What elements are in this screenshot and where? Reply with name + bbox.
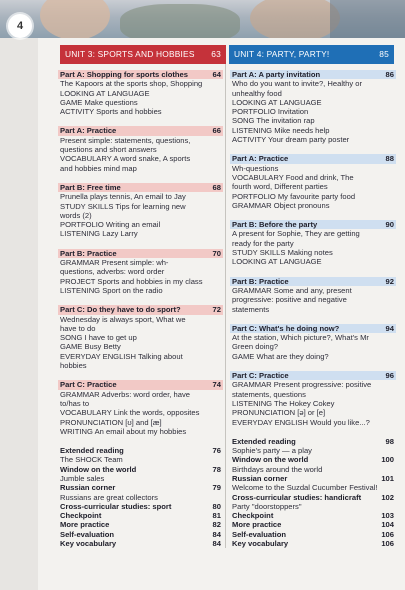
- section-line: Prunella plays tennis, An email to Jay: [60, 192, 186, 202]
- section-page: 96: [385, 371, 394, 381]
- section-line: PRONUNCIATION [ʊ] and [æ]: [60, 417, 162, 427]
- section-line: ready for the party: [232, 238, 294, 248]
- section-page: 64: [212, 70, 221, 79]
- section-line: GRAMMAR Object pronouns: [232, 200, 330, 210]
- unit-3-contents: [60, 64, 226, 548]
- section-title: Part C: What's he doing now?: [232, 323, 340, 333]
- section-heading: [58, 305, 223, 314]
- extra-title: Extended reading: [60, 446, 124, 456]
- extra-page: 98: [385, 436, 394, 446]
- section-line: have to do: [60, 323, 96, 333]
- extra-item: [60, 446, 221, 455]
- unit-4-page: 85: [379, 48, 389, 59]
- extra-item: [232, 520, 394, 529]
- extra-item: [60, 502, 221, 511]
- extra-page: 76: [212, 446, 221, 456]
- extra-page: 80: [212, 501, 221, 511]
- section-line: ACTIVITY Sports and hobbies: [60, 107, 162, 117]
- section-line: VOCABULARY Link the words, opposites: [60, 408, 200, 418]
- section-line: GAME Make questions: [60, 97, 138, 107]
- section-line: The Kapoors at the sports shop, Shopping: [60, 79, 203, 89]
- extra-page: 84: [212, 529, 221, 539]
- extra-title: Russian corner: [60, 483, 116, 493]
- contents-section: [232, 277, 394, 314]
- section-line: statements, questions: [232, 389, 306, 399]
- section-line: unhealthy food: [232, 88, 282, 98]
- extra-item: [60, 511, 221, 520]
- extra-item: [232, 530, 394, 539]
- section-page: 68: [212, 182, 221, 192]
- section-line: SONG I have to get up: [60, 333, 137, 343]
- extra-page: 101: [381, 473, 394, 483]
- section-line: A present for Sophie, They are getting: [232, 229, 360, 239]
- section-line: questions, adverbs: word order: [60, 267, 165, 277]
- extra-page: 84: [212, 539, 221, 549]
- extra-item: [60, 465, 221, 474]
- section-page: 66: [212, 126, 221, 136]
- contents-section: [232, 154, 394, 210]
- section-heading: [230, 154, 396, 163]
- extra-page: 78: [212, 464, 221, 474]
- extra-item: [60, 483, 221, 492]
- extra-title: Key vocabulary: [232, 539, 289, 549]
- contents-section: [232, 324, 394, 361]
- section-line: LISTENING Mike needs help: [232, 125, 330, 135]
- extra-subtitle: Welcome to the Suzdal Cucumber Festival!: [232, 483, 378, 493]
- section-line: PRONUNCIATION [ə] or [e]: [232, 408, 326, 418]
- unit-3-column: [60, 45, 226, 548]
- section-heading: [230, 324, 396, 333]
- extra-title: Russian corner: [232, 473, 288, 483]
- section-line: GRAMMAR Present simple: wh-: [60, 258, 169, 268]
- section-line: STUDY SKILLS Making notes: [232, 248, 333, 258]
- extra-title: More practice: [232, 520, 282, 530]
- section-line: LOOKING AT LANGUAGE: [60, 88, 150, 98]
- section-page: 74: [212, 380, 221, 390]
- contents-section: [60, 305, 221, 370]
- extra-page: 104: [381, 520, 394, 530]
- section-line: STUDY SKILLS Tips for learning new: [60, 201, 186, 211]
- section-line: Green doing?: [232, 342, 279, 352]
- contents-section: [60, 249, 221, 295]
- section-heading: [230, 220, 396, 229]
- extra-subtitle: Jumble sales: [60, 473, 105, 483]
- section-line: VOCABULARY A word snake, A sports: [60, 154, 191, 164]
- section-line: LISTENING Lazy Larry: [60, 229, 138, 239]
- section-line: At the station, Which picture?, What's Mr: [232, 333, 369, 343]
- extra-page: 103: [381, 511, 394, 521]
- extras-section: [60, 446, 221, 548]
- section-page: 90: [385, 220, 394, 230]
- contents-section: [60, 380, 221, 436]
- extra-page: 100: [381, 455, 394, 465]
- section-line: LISTENING Sport on the radio: [60, 285, 163, 295]
- unit-3-header: [60, 45, 226, 64]
- section-line: Present simple: statements, questions,: [60, 135, 191, 145]
- section-title: Part B: Practice: [60, 248, 117, 258]
- unit-3-title: UNIT 3: SPORTS AND HOBBIES: [65, 48, 195, 59]
- extra-item: [60, 520, 221, 529]
- extra-subtitle: Birthdays around the world: [232, 464, 323, 474]
- section-heading: [230, 70, 396, 79]
- section-heading: [58, 126, 223, 135]
- section-line: statements: [232, 304, 270, 314]
- section-line: questions and short answers: [60, 145, 157, 155]
- section-line: LISTENING The Hokey Cokey: [232, 398, 335, 408]
- extra-page: 106: [381, 539, 394, 549]
- extra-item: [232, 455, 394, 464]
- section-line: PROJECT Sports and hobbies in my class: [60, 276, 203, 286]
- extra-item: [232, 539, 394, 548]
- extra-item: [232, 474, 394, 483]
- section-line: progressive: positive and negative: [232, 295, 347, 305]
- section-title: Part C: Do they have to do sport?: [60, 305, 181, 315]
- section-line: VOCABULARY Food and drink, The: [232, 172, 354, 182]
- section-line: GRAMMAR Adverbs: word order, have: [60, 389, 190, 399]
- section-title: Part A: Practice: [232, 154, 289, 164]
- contents-section: [60, 126, 221, 172]
- section-heading: [58, 70, 223, 79]
- extra-title: Checkpoint: [60, 511, 102, 521]
- extra-title: Cross-curricular studies: sport: [60, 501, 172, 511]
- contents-section: [60, 70, 221, 116]
- extra-subtitle: The SHOCK Team: [60, 455, 123, 465]
- unit-4-column: [229, 45, 394, 548]
- section-line: GRAMMAR Some and any, present: [232, 285, 352, 295]
- section-line: hobbies: [60, 361, 87, 371]
- extra-subtitle: Sophie's party — a play: [232, 446, 312, 456]
- section-line: Wednesday is always sport, What we: [60, 314, 186, 324]
- extra-title: More practice: [60, 520, 110, 530]
- extra-item: [60, 539, 221, 548]
- section-heading: [230, 371, 396, 380]
- section-heading: [58, 183, 223, 192]
- section-page: 70: [212, 248, 221, 258]
- extra-page: 102: [381, 492, 394, 502]
- section-line: and hobbies mind map: [60, 163, 137, 173]
- section-line: to/has to: [60, 398, 90, 408]
- extra-title: Self-evaluation: [232, 529, 287, 539]
- section-line: PORTFOLIO Invitation: [232, 107, 309, 117]
- extra-item: [232, 437, 394, 446]
- section-heading: [58, 249, 223, 258]
- section-line: EVERYDAY ENGLISH Talking about: [60, 351, 183, 361]
- unit-4-title: UNIT 4: PARTY, PARTY!: [234, 48, 330, 59]
- section-title: Part A: Practice: [60, 126, 117, 136]
- section-line: ACTIVITY Your dream party poster: [232, 135, 350, 145]
- section-title: Part B: Before the party: [232, 220, 318, 230]
- section-line: PORTFOLIO Writing an email: [60, 220, 161, 230]
- header-photo: [0, 0, 405, 38]
- extra-page: 79: [212, 483, 221, 493]
- extra-title: Extended reading: [232, 436, 296, 446]
- contents-section: [232, 371, 394, 427]
- section-page: 88: [385, 154, 394, 164]
- page-number: 4: [8, 14, 32, 38]
- section-line: GAME What are they doing?: [232, 351, 329, 361]
- extra-item: [232, 493, 394, 502]
- contents-section: [60, 183, 221, 239]
- section-title: Part C: Practice: [232, 371, 289, 381]
- section-title: Part B: Practice: [232, 276, 289, 286]
- section-page: 92: [385, 276, 394, 286]
- section-page: 86: [385, 70, 394, 79]
- section-page: 72: [212, 305, 221, 315]
- extras-section: [232, 437, 394, 549]
- section-line: WRITING An email about my hobbies: [60, 426, 187, 436]
- section-line: Who do you want to invite?, Healthy or: [232, 79, 363, 89]
- section-line: GRAMMAR Present progressive: positive: [232, 380, 372, 390]
- extra-subtitle: Party "doorstoppers": [232, 501, 302, 511]
- extra-page: 106: [381, 529, 394, 539]
- unit-3-page: 63: [211, 48, 221, 59]
- extra-title: Window on the world: [60, 464, 137, 474]
- extra-subtitle: Russians are great collectors: [60, 492, 158, 502]
- section-heading: [58, 380, 223, 389]
- section-line: LOOKING AT LANGUAGE: [232, 257, 322, 267]
- unit-4-header: [229, 45, 394, 64]
- contents-section: [232, 70, 394, 144]
- section-line: LOOKING AT LANGUAGE: [232, 97, 322, 107]
- extra-title: Window on the world: [232, 455, 309, 465]
- extra-title: Cross-curricular studies: handicraft: [232, 492, 362, 502]
- section-heading: [230, 277, 396, 286]
- extra-item: [232, 511, 394, 520]
- section-line: words (2): [60, 210, 92, 220]
- extra-page: 82: [212, 520, 221, 530]
- section-line: fourth word, Different parties: [232, 182, 328, 192]
- extra-title: Checkpoint: [232, 511, 274, 521]
- section-line: GAME Busy Betty: [60, 342, 121, 352]
- section-line: SONG The invitation rap: [232, 116, 315, 126]
- section-title: Part C: Practice: [60, 380, 117, 390]
- extra-page: 81: [212, 511, 221, 521]
- section-title: Part B: Free time: [60, 182, 121, 192]
- section-page: 94: [385, 323, 394, 333]
- section-line: EVERYDAY ENGLISH Would you like...?: [232, 417, 370, 427]
- section-line: Wh-questions: [232, 163, 279, 173]
- unit-4-contents: [229, 64, 394, 548]
- section-line: PORTFOLIO My favourite party food: [232, 191, 356, 201]
- section-title: Part A: Shopping for sports clothes: [60, 70, 188, 79]
- section-title: Part A: A party invitation: [232, 70, 321, 79]
- extra-item: [60, 530, 221, 539]
- extra-title: Self-evaluation: [60, 529, 115, 539]
- extra-title: Key vocabulary: [60, 539, 117, 549]
- contents-section: [232, 220, 394, 266]
